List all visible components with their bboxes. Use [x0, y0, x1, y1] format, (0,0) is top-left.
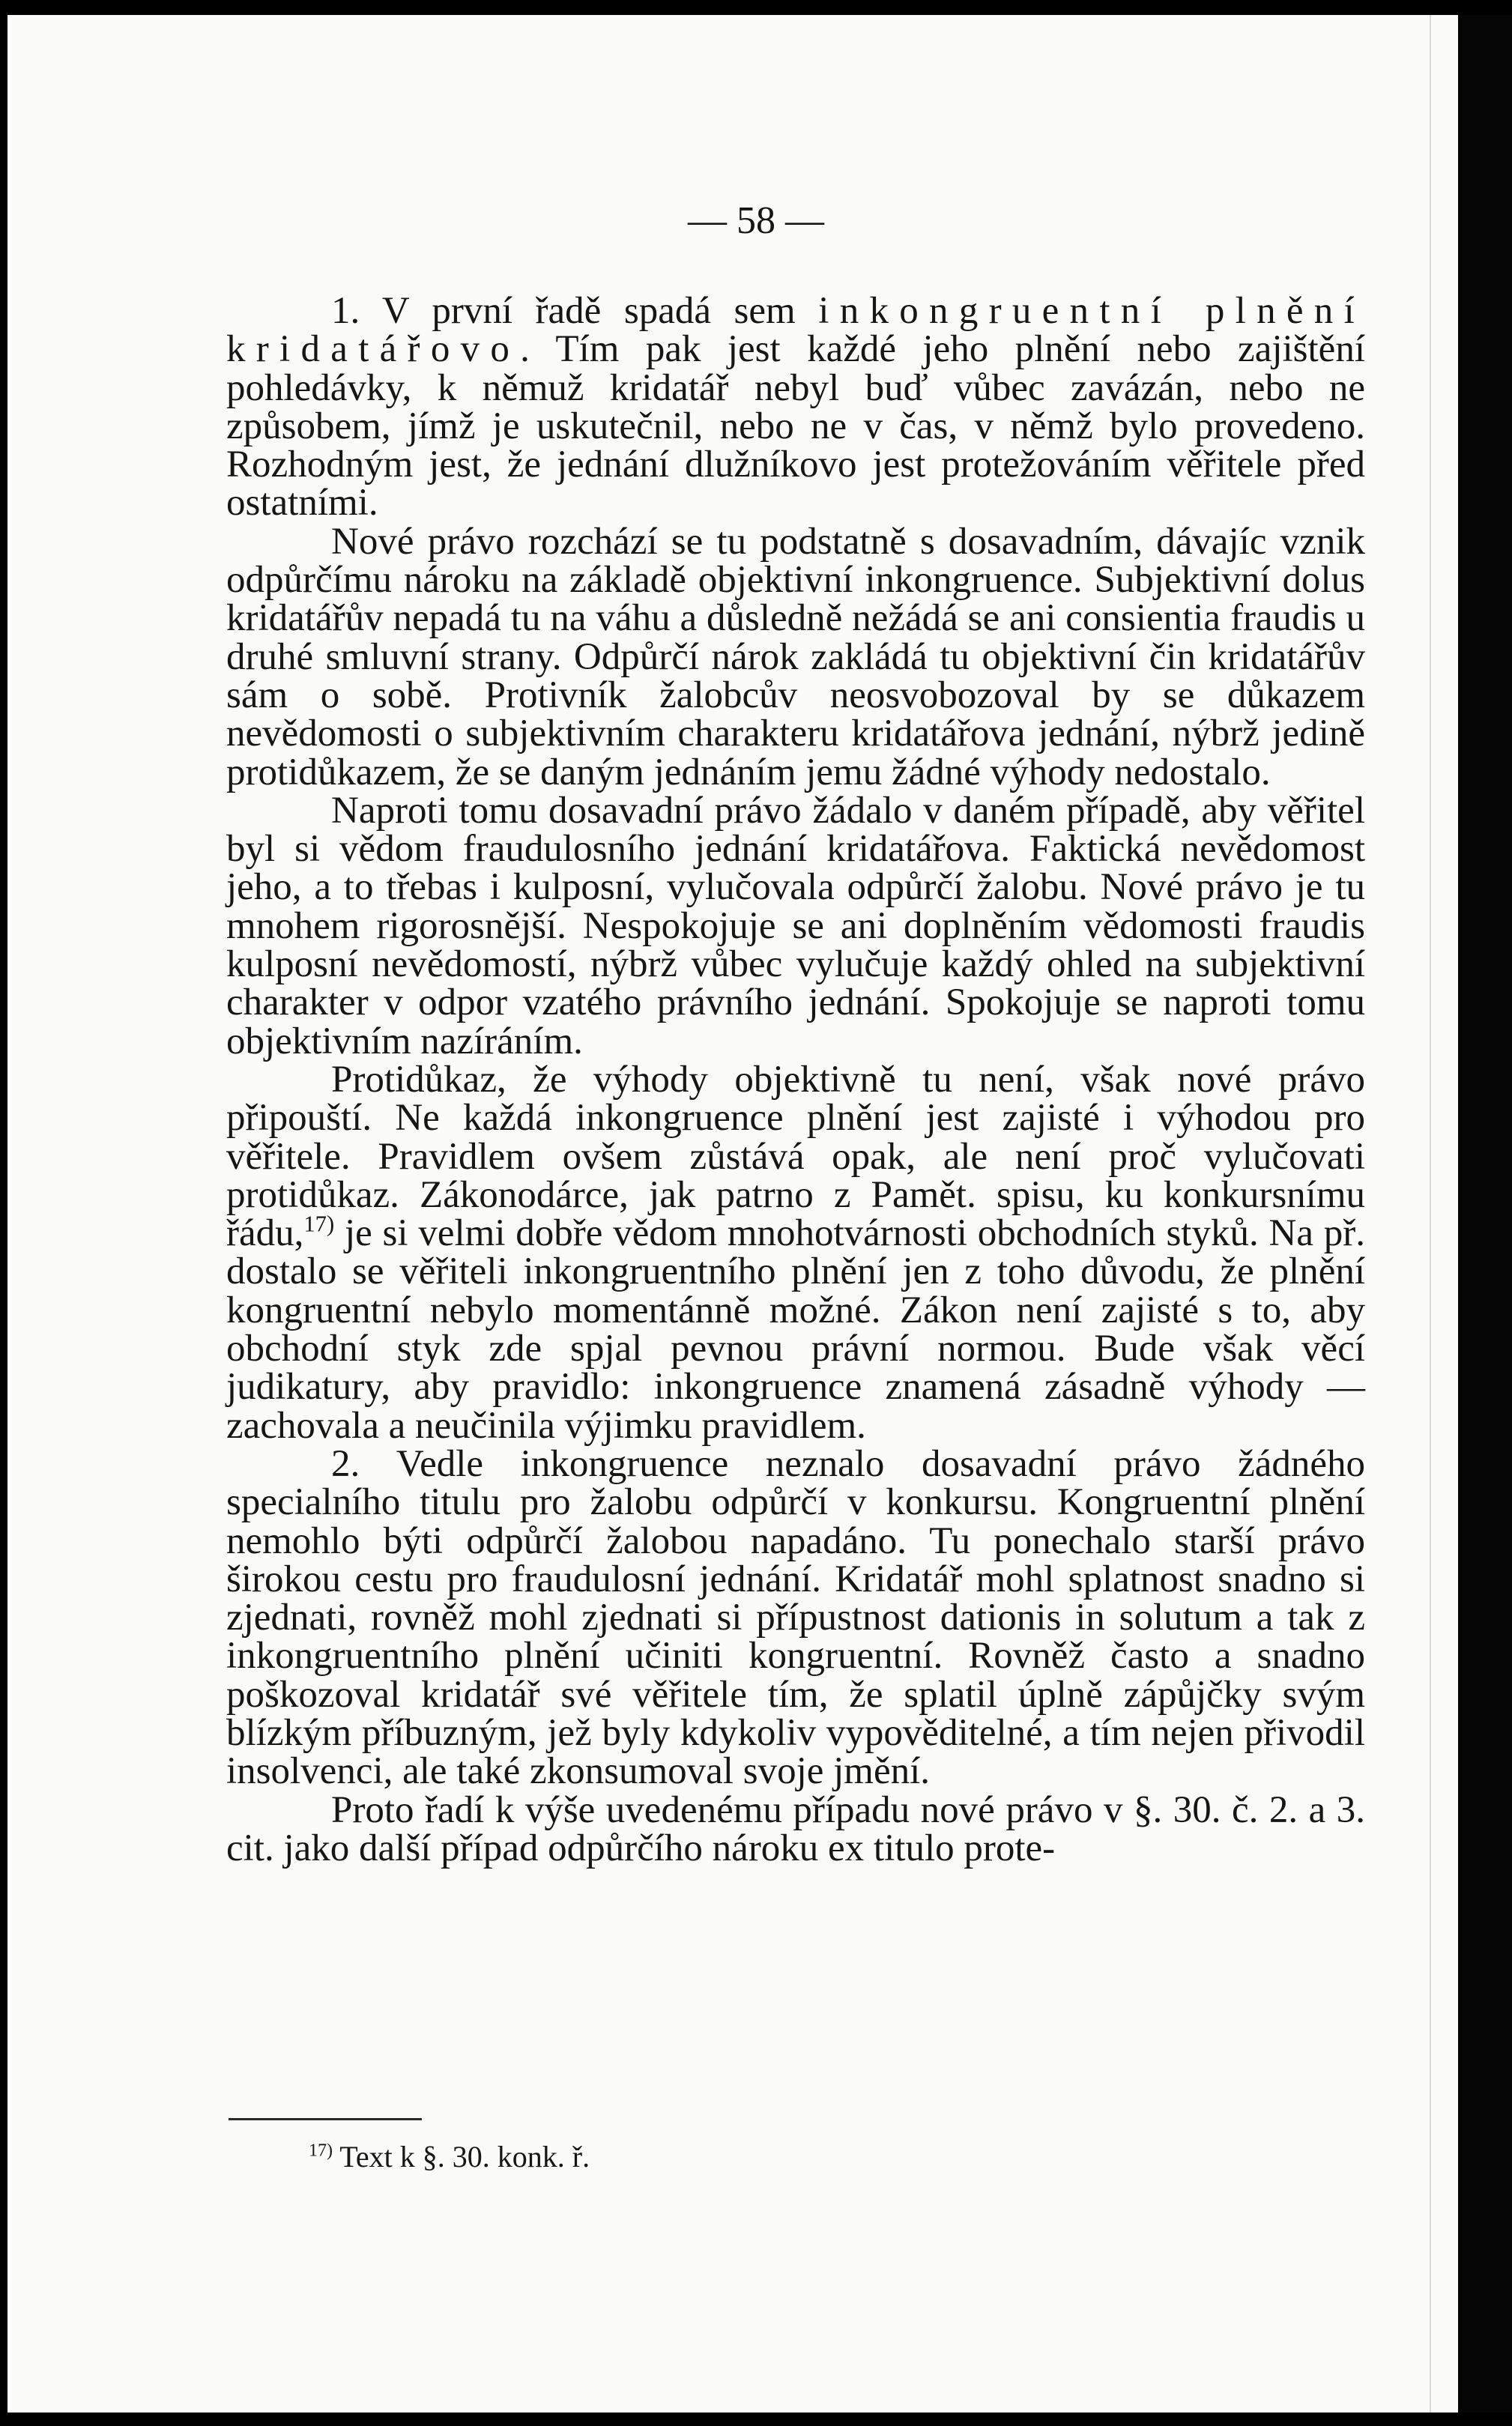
paragraph-4: [226, 1058, 1365, 1447]
paragraph-1: [226, 292, 1365, 523]
footnote-reference: 17): [303, 1211, 335, 1237]
paragraph-6: Proto řadí k výše uvedenému případu nové právo v §. 30. č. 2. a 3. cit. jako další případ odpůrčího nároku ex titulo prote-: [226, 1788, 1365, 1869]
footnote-marker: 17): [309, 2141, 333, 2161]
paragraph-5: 2. Vedle inkongruence neznalo dosavadní právo žádného specialního titulu pro žalobu odpůrčí v konkursu. Kongruentní plnění nemohlo býti odpůrčí žalobou napadáno. Tu ponechalo starší právo širokou cestu pro fraudulosní jednání. Kridatář mohl splatnost snadno si zjednati, rovněž mohl zjednati si přípustnost dationis in solutum a tak z inkongruentního plnění učiniti kongruentní. Rovněž často a snadno poškozoval kridatář své věřitele tím, že splatil úplně zápůjčky svým blízkým příbuzným, jež byly kdykoliv vypověditelné, a tím nejen přivodil insolvenci, ale také zkonsumoval svoje jmění.: [226, 1442, 1365, 1793]
footnote: [309, 2139, 590, 2174]
paragraph-1-rest: . Tím pak jest každé jeho plnění nebo zajištění pohledávky, k němuž kridatář nebyl buď vůbec zavázán, nebo ne způsobem, jímž je uskutečnil, nebo ne v čas, v němž bylo provedeno. Rozhodným jest, že jednání dlužníkovo jest protežováním věřitele před ostatními.: [226, 328, 1365, 524]
paragraph-4-rest: je si velmi dobře vědom mnohotvárnosti obchodních styků. Na př. dostalo se věřiteli inkongruentního plnění jen z toho důvodu, že plnění kongruentní nebylo momentánně možné. Zákon není zajisté s to, aby obchodní styk zde spjal pevnou právní normou. Bude však věcí judikatury, aby pravidlo: inkongruence znamená zásadně výhody — zachovala a neučinila výjimku pravidlem.: [226, 1212, 1365, 1447]
paragraph-3: Naproti tomu dosavadní právo žádalo v daném případě, aby věřitel byl si vědom fraudulosního jednání kridatářova. Faktická nevědomost jeho, a to třebas i kulposní, vylučovala odpůrčí žalobu. Nové právo je tu mnohem rigorosnější. Nespokojuje se ani doplněním vědomosti fraudis kulposní nevědomostí, nýbrž vůbec vylučuje každý ohled na subjektivní charakter v odpor vzatého právního jednání. Spokojuje se naproti tomu objektivním nazíráním.: [226, 789, 1365, 1062]
paragraph-2: Nové právo rozchází se tu podstatně s dosavadním, dávajíc vznik odpůrčímu nároku na základě objektivní inkongruence. Subjektivní dolus kridatářův nepadá tu na váhu a důsledně nežádá se ani consientia fraudis u druhé smluvní strany. Odpůrčí nárok zakládá tu objektivní čin kridatářův sám o sobě. Protivník žalobcův neosvobozoval by se důkazem nevědomosti o subjektivním charakteru kridatářova jednání, nýbrž jedině protidůkazem, že se daným jednáním jemu žádné výhody nedostalo.: [226, 520, 1365, 793]
paragraph-1-start: 1. V první řadě spadá sem: [331, 290, 796, 332]
scan-artifact-line: [1430, 15, 1431, 2413]
scan-border: [1458, 15, 1512, 2413]
footnote-text: Text k §. 30. konk. ř.: [333, 2140, 590, 2174]
footnote-divider: [229, 2118, 422, 2120]
paragraph-4-start: Protidůkaz, že výhody objektivně tu není, však nové právo připouští. Ne každá inkongruence plnění jest zajisté i výhodou pro věřitele. Pravidlem ovšem zůstává opak, ale není proč vylučovati protidůkaz. Zákonodárce, jak patrno z Pamět. spisu, ku konkursnímu řádu,: [226, 1058, 1365, 1255]
main-text: [226, 292, 1365, 1868]
page-number: — 58 —: [688, 199, 824, 242]
emphasized-term: inkongruentní plnění kridatářovo: [226, 290, 1366, 371]
